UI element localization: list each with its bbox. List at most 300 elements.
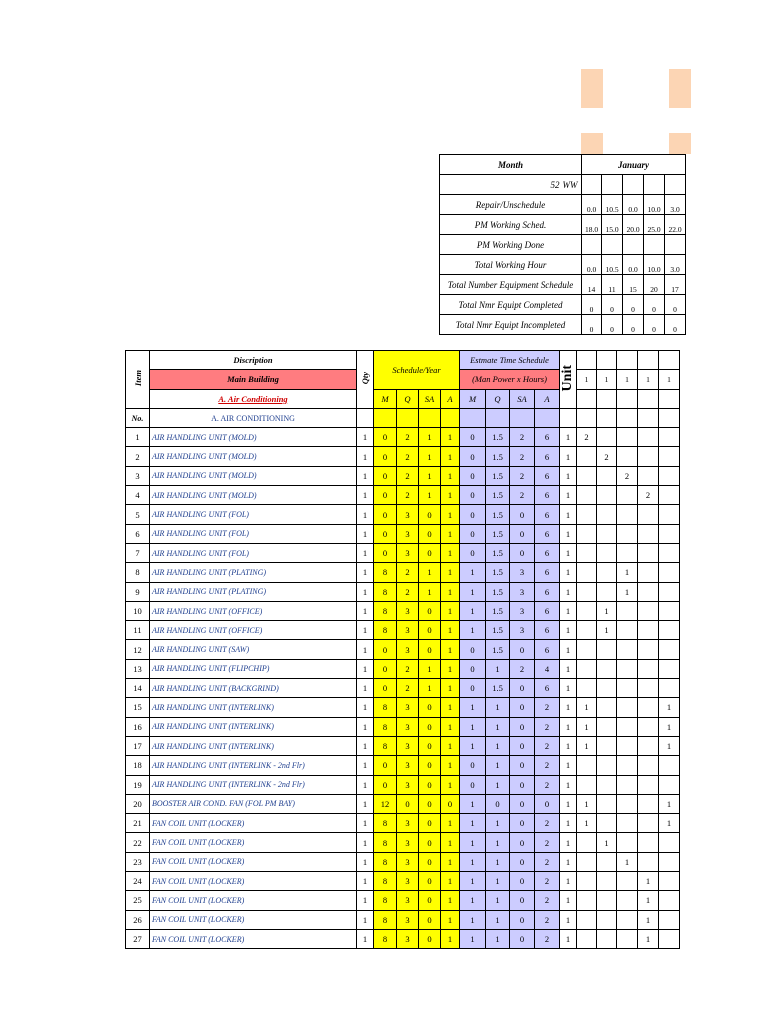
schedule-value: 1 [419,486,441,505]
schedule-value: 8 [374,872,397,891]
schedule-value: 3 [397,833,419,852]
table-row [126,621,680,640]
week-value [617,794,638,813]
summary-value: 0 [582,315,602,335]
estimate-value: 0 [460,659,486,678]
week-value: 1 [638,910,659,929]
estimate-value: 1 [460,621,486,640]
estimate-value: 2 [535,872,560,891]
estimate-value: 6 [535,428,560,447]
schedule-value: 0 [419,756,441,775]
schedule-value: 0 [374,505,397,524]
schedule-value: 0 [419,775,441,794]
summary-label: Total Working Hour [440,255,582,275]
estimate-value: 0 [510,775,535,794]
week-value [617,910,638,929]
estimate-value: 0 [510,640,535,659]
estimate-value: 0 [460,486,486,505]
item-unit: 1 [560,563,577,582]
item-unit: 1 [560,852,577,871]
estimate-value: 0 [510,736,535,755]
schedule-value: 1 [441,775,460,794]
week-value [617,447,638,466]
schedule-value: 1 [441,486,460,505]
item-number: 13 [126,659,150,678]
item-number: 19 [126,775,150,794]
estimate-value: 1.5 [486,582,510,601]
estimate-value: 0 [510,872,535,891]
estimate-value: 2 [510,466,535,485]
week-value [659,524,680,543]
week-value: 1 [577,717,597,736]
week-value [617,756,638,775]
schedule-value: 1 [441,582,460,601]
estimate-value: 0 [486,794,510,813]
schedule-value: 1 [419,447,441,466]
week-value [638,621,659,640]
summary-row [440,255,686,275]
estimate-value: 2 [510,659,535,678]
table-row [126,775,680,794]
summary-row [440,215,686,235]
schedule-value: 8 [374,736,397,755]
item-qty: 1 [357,929,374,948]
summary-value: 0 [602,295,623,315]
week-value: 1 [597,621,617,640]
week-value [638,756,659,775]
schedule-value: 0 [374,466,397,485]
table-row [126,563,680,582]
item-number: 6 [126,524,150,543]
week-value [577,524,597,543]
schedule-value: 0 [419,929,441,948]
item-number: 10 [126,601,150,620]
week-value: 1 [659,814,680,833]
schedule-value: 8 [374,833,397,852]
schedule-value: 3 [397,891,419,910]
estimate-value: 1 [460,872,486,891]
schedule-value: 8 [374,910,397,929]
item-unit: 1 [560,736,577,755]
summary-row [440,235,686,255]
week-value [638,698,659,717]
item-description: AIR HANDLING UNIT (OFFICE) [150,601,357,620]
estimate-value: 1 [486,698,510,717]
table-row [126,679,680,698]
week-value [638,736,659,755]
estimate-value: 0 [460,505,486,524]
estimate-value: 0 [510,505,535,524]
schedule-value: 0 [419,910,441,929]
schedule-value: 2 [397,659,419,678]
schedule-value: 3 [397,814,419,833]
week-value [577,640,597,659]
estimate-value: 1.5 [486,640,510,659]
item-header: Item [132,370,143,387]
week-value [577,505,597,524]
schedule-value: 1 [419,679,441,698]
estimate-value: 1 [486,852,510,871]
est-col-a: A [535,389,560,408]
week-value [617,833,638,852]
week-value [597,775,617,794]
schedule-value: 0 [419,621,441,640]
week-value [638,466,659,485]
unit-header: Unit [560,365,575,392]
week-value: 1 [617,582,638,601]
estimate-value: 6 [535,486,560,505]
summary-value: 18.0 [582,215,602,235]
item-unit: 1 [560,814,577,833]
item-unit: 1 [560,929,577,948]
week-value [597,756,617,775]
estimate-value: 6 [535,543,560,562]
estimate-value: 2 [535,814,560,833]
estimate-value: 0 [510,679,535,698]
schedule-value: 0 [374,428,397,447]
section-link[interactable]: A. Air Conditioning [218,393,288,404]
week-value: 1 [577,814,597,833]
item-description: AIR HANDLING UNIT (PLATING) [150,582,357,601]
item-unit: 1 [560,640,577,659]
qty-header: Qty [360,372,370,385]
week-value [597,486,617,505]
item-unit: 1 [560,833,577,852]
month-label: Month [440,155,582,175]
item-description: AIR HANDLING UNIT (PLATING) [150,563,357,582]
item-qty: 1 [357,486,374,505]
table-row [126,794,680,813]
schedule-value: 3 [397,852,419,871]
estimate-value: 6 [535,582,560,601]
no-header: No. [126,408,150,427]
summary-value: 14 [582,275,602,295]
schedule-value: 8 [374,891,397,910]
summary-label: Total Nmr Equipt Incompleted [440,315,582,335]
week-value [617,679,638,698]
item-qty: 1 [357,543,374,562]
schedule-value: 0 [374,659,397,678]
week-value [617,736,638,755]
schedule-value: 0 [374,679,397,698]
summary-value: 0.0 [582,195,602,215]
week-value [577,872,597,891]
est-col-q: Q [486,389,510,408]
estimate-value: 2 [535,736,560,755]
week-value [577,679,597,698]
item-description: AIR HANDLING UNIT (MOLD) [150,486,357,505]
schedule-value: 0 [419,794,441,813]
item-number: 11 [126,621,150,640]
schedule-value: 3 [397,910,419,929]
week-value [659,659,680,678]
table-row [126,852,680,871]
summary-row [440,295,686,315]
item-qty: 1 [357,717,374,736]
week-value [597,428,617,447]
summary-value: 10.5 [602,255,623,275]
schedule-value: 0 [419,891,441,910]
item-unit: 1 [560,524,577,543]
item-qty: 1 [357,428,374,447]
week-value [638,814,659,833]
week-value [638,505,659,524]
item-description: AIR HANDLING UNIT (FOL) [150,505,357,524]
week-value: 1 [577,794,597,813]
table-row [126,466,680,485]
item-qty: 1 [357,447,374,466]
schedule-value: 1 [419,659,441,678]
summary-value: 0 [602,315,623,335]
schedule-value: 2 [397,447,419,466]
week-value [638,524,659,543]
item-number: 14 [126,679,150,698]
table-row [126,640,680,659]
summary-value: 10.0 [644,195,665,215]
estimate-value: 0 [535,794,560,813]
item-qty: 1 [357,640,374,659]
schedule-value: 1 [441,524,460,543]
schedule-value: 1 [441,814,460,833]
week-value [597,794,617,813]
estimate-value: 1.5 [486,679,510,698]
item-qty: 1 [357,582,374,601]
week-value: 1 [617,563,638,582]
week-value [659,640,680,659]
item-description: AIR HANDLING UNIT (SAW) [150,640,357,659]
summary-value: 25.0 [644,215,665,235]
schedule-value: 8 [374,929,397,948]
item-unit: 1 [560,466,577,485]
schedule-value: 3 [397,756,419,775]
week-value [577,833,597,852]
estimate-value: 2 [510,486,535,505]
estimate-value: 1.5 [486,601,510,620]
decor-block-2 [669,69,691,108]
estimate-value: 2 [510,428,535,447]
decor-block-1 [581,69,603,108]
item-description: AIR HANDLING UNIT (INTERLINK) [150,717,357,736]
table-row [126,543,680,562]
week-value [577,466,597,485]
item-qty: 1 [357,852,374,871]
schedule-value: 0 [374,640,397,659]
schedule-value: 0 [374,543,397,562]
summary-value: 20 [644,275,665,295]
item-unit: 1 [560,582,577,601]
summary-value: 15 [623,275,644,295]
item-unit: 1 [560,891,577,910]
summary-label: Total Number Equipment Schedule [440,275,582,295]
schedule-value: 12 [374,794,397,813]
week-value [597,929,617,948]
week-value [597,659,617,678]
schedule-value: 1 [441,505,460,524]
week-value [659,852,680,871]
item-unit: 1 [560,717,577,736]
week-value [638,679,659,698]
week-value: 1 [659,698,680,717]
week-value [597,466,617,485]
estimate-value: 6 [535,679,560,698]
item-unit: 1 [560,679,577,698]
schedule-value: 1 [441,717,460,736]
estimate-value: 2 [535,852,560,871]
estimate-value: 1.5 [486,505,510,524]
schedule-value: 0 [419,717,441,736]
estimate-value: 1.5 [486,524,510,543]
estimate-value: 3 [510,621,535,640]
estimate-value: 1 [460,794,486,813]
week-value [617,601,638,620]
week-value [617,621,638,640]
week-value [617,775,638,794]
item-description: FAN COIL UNIT (LOCKER) [150,910,357,929]
item-qty: 1 [357,621,374,640]
decor-block-4 [669,133,691,154]
week-value [577,659,597,678]
summary-label: PM Working Sched. [440,215,582,235]
item-description: FAN COIL UNIT (LOCKER) [150,872,357,891]
schedule-value: 1 [441,447,460,466]
item-qty: 1 [357,891,374,910]
table-row [126,524,680,543]
week-value [638,775,659,794]
summary-value: 3.0 [665,255,686,275]
estimate-value: 6 [535,447,560,466]
item-number: 23 [126,852,150,871]
week-value: 1 [659,794,680,813]
item-number: 16 [126,717,150,736]
week-value [597,814,617,833]
week-value [577,486,597,505]
week-value [597,505,617,524]
item-number: 17 [126,736,150,755]
estimate-value: 1 [460,698,486,717]
week-value [617,428,638,447]
estimate-value: 1.5 [486,621,510,640]
item-qty: 1 [357,524,374,543]
schedule-value: 1 [419,428,441,447]
estimate-value: 1 [460,814,486,833]
schedule-year-header: Schedule/Year [374,351,460,390]
summary-value: 15.0 [602,215,623,235]
schedule-value: 0 [419,852,441,871]
item-description: BOOSTER AIR COND. FAN (FOL PM BAY) [150,794,357,813]
week-value [638,601,659,620]
week-value [659,775,680,794]
week-value [659,601,680,620]
week-value [638,717,659,736]
schedule-value: 3 [397,601,419,620]
week-value [638,563,659,582]
estimate-value: 2 [535,717,560,736]
week-value [659,505,680,524]
estimate-value: 1.5 [486,447,510,466]
item-unit: 1 [560,794,577,813]
summary-value: 3.0 [665,195,686,215]
week-value [597,524,617,543]
schedule-value: 8 [374,582,397,601]
week-value [577,447,597,466]
week-value [659,428,680,447]
week-value [577,582,597,601]
estimate-value: 0 [510,852,535,871]
section-link-cell [150,389,357,408]
week-value [617,524,638,543]
estimate-value: 0 [510,833,535,852]
estimate-value: 1 [486,756,510,775]
estimate-value: 0 [460,756,486,775]
item-number: 1 [126,428,150,447]
table-row [126,698,680,717]
schedule-value: 3 [397,505,419,524]
summary-value [665,235,686,255]
week-value [617,814,638,833]
summary-label: Repair/Unschedule [440,195,582,215]
estimate-value: 1 [460,717,486,736]
week-value [597,717,617,736]
item-qty: 1 [357,775,374,794]
item-number: 18 [126,756,150,775]
estimate-value: 0 [510,814,535,833]
schedule-value: 1 [441,679,460,698]
schedule-value: 3 [397,736,419,755]
week-value [638,447,659,466]
estimate-value: 1.5 [486,486,510,505]
item-qty: 1 [357,505,374,524]
schedule-value: 3 [397,698,419,717]
estimate-value: 0 [460,775,486,794]
week-value [638,543,659,562]
week-value [659,486,680,505]
estimate-value: 0 [510,543,535,562]
schedule-value: 0 [419,601,441,620]
item-description: FAN COIL UNIT (LOCKER) [150,833,357,852]
schedule-value: 8 [374,814,397,833]
table-row [126,756,680,775]
item-number: 27 [126,929,150,948]
schedule-value: 1 [419,563,441,582]
item-description: AIR HANDLING UNIT (MOLD) [150,466,357,485]
schedule-value: 1 [441,756,460,775]
item-unit: 1 [560,621,577,640]
schedule-value: 0 [419,543,441,562]
equipment-table [125,350,680,949]
item-description: AIR HANDLING UNIT (INTERLINK - 2nd Flr) [150,756,357,775]
item-description: FAN COIL UNIT (LOCKER) [150,852,357,871]
table-row [126,929,680,948]
week-value [577,756,597,775]
week-value: 1 [597,601,617,620]
estimate-value: 2 [535,756,560,775]
item-unit: 1 [560,486,577,505]
week-value [659,679,680,698]
schedule-value: 8 [374,601,397,620]
item-qty: 1 [357,466,374,485]
schedule-value: 8 [374,717,397,736]
week-value [597,698,617,717]
item-qty: 1 [357,814,374,833]
week-value [617,505,638,524]
estimate-value: 0 [510,524,535,543]
item-description: AIR HANDLING UNIT (INTERLINK - 2nd Flr) [150,775,357,794]
summary-value [623,235,644,255]
estimate-header: Estmate Time Schedule [460,351,560,370]
item-description: AIR HANDLING UNIT (BACKGRIND) [150,679,357,698]
summary-row [440,275,686,295]
estimate-value: 1 [460,833,486,852]
